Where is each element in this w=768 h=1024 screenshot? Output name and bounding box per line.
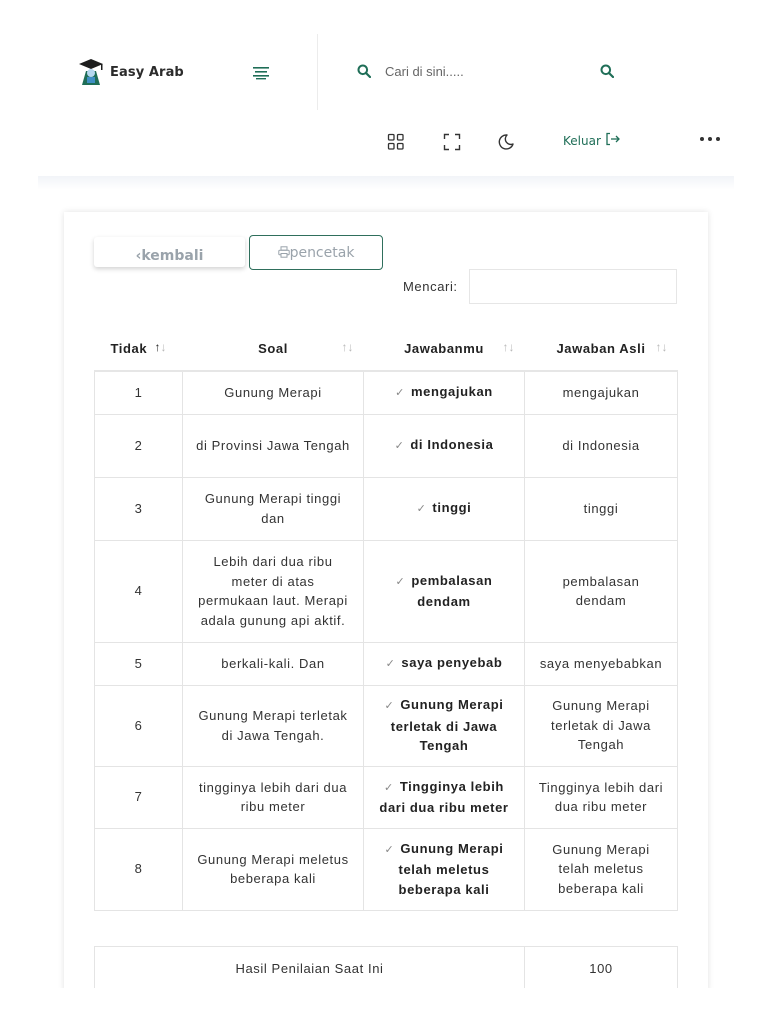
table-row bbox=[95, 414, 678, 477]
table-row bbox=[95, 477, 678, 540]
score-value: 100 bbox=[525, 947, 678, 990]
answer-cell bbox=[364, 828, 525, 910]
row-number: 8 bbox=[95, 828, 183, 910]
column-header-label: Jawaban Asli bbox=[556, 341, 646, 356]
table-row bbox=[95, 540, 678, 642]
correct-answer-cell: Tingginya lebih dari dua ribu meter bbox=[525, 766, 678, 828]
menu-toggle-icon[interactable] bbox=[253, 66, 269, 80]
check-icon: ✓ bbox=[385, 657, 396, 670]
answer-cell bbox=[364, 642, 525, 685]
answer-cell bbox=[364, 766, 525, 828]
sort-icon[interactable]: ↑↓ bbox=[655, 340, 668, 354]
correct-answer-cell: mengajukan bbox=[525, 371, 678, 414]
question-cell: Gunung Merapi bbox=[183, 371, 364, 414]
search-input[interactable] bbox=[385, 58, 585, 84]
answer-cell bbox=[364, 685, 525, 766]
print-label: pencetak bbox=[289, 245, 355, 261]
row-number: 2 bbox=[95, 414, 183, 477]
answer-cell bbox=[364, 540, 525, 642]
table-row bbox=[95, 828, 678, 910]
sort-icon[interactable]: ↑↓ bbox=[154, 340, 167, 354]
correct-answer-cell: Gunung Merapi terletak di Jawa Tengah bbox=[525, 685, 678, 766]
top-header bbox=[0, 0, 768, 178]
header-shadow bbox=[38, 176, 734, 190]
answer-text: mengajukan bbox=[410, 384, 493, 399]
brand-logo[interactable] bbox=[78, 58, 184, 86]
results-table bbox=[94, 327, 678, 911]
question-cell: Gunung Merapi terletak di Jawa Tengah. bbox=[183, 685, 364, 766]
table-row bbox=[95, 371, 678, 414]
question-cell: Gunung Merapi tinggi dan bbox=[183, 477, 364, 540]
answer-text: Tingginya lebih dari dua ribu meter bbox=[379, 778, 509, 815]
results-card bbox=[64, 212, 708, 992]
correct-answer-cell: di Indonesia bbox=[525, 414, 678, 477]
question-cell: berkali-kali. Dan bbox=[183, 642, 364, 685]
page-bottom bbox=[38, 988, 734, 1024]
column-header-label: Soal bbox=[258, 341, 288, 356]
column-header-no[interactable] bbox=[95, 327, 183, 371]
column-header-label: Tidak bbox=[110, 341, 148, 356]
row-number: 1 bbox=[95, 371, 183, 414]
printer-icon bbox=[278, 237, 290, 271]
row-number: 5 bbox=[95, 642, 183, 685]
row-number: 7 bbox=[95, 766, 183, 828]
fullscreen-icon[interactable] bbox=[443, 133, 461, 151]
search-icon bbox=[357, 64, 371, 78]
graduate-icon bbox=[78, 58, 104, 86]
answer-cell bbox=[364, 371, 525, 414]
check-icon: ✓ bbox=[395, 387, 405, 399]
correct-answer-cell: Gunung Merapi telah meletus beberapa kali bbox=[525, 828, 678, 910]
moon-icon[interactable] bbox=[497, 133, 515, 151]
row-number: 6 bbox=[95, 685, 183, 766]
answer-cell bbox=[364, 414, 525, 477]
logout-icon bbox=[605, 132, 621, 149]
answer-text: di Indonesia bbox=[410, 436, 494, 452]
filter-label: Mencari: bbox=[403, 279, 458, 294]
search-submit-icon[interactable] bbox=[600, 64, 614, 78]
answer-text: pembalasan dendam bbox=[411, 572, 493, 609]
answer-text: Gunung Merapi terletak di Jawa Tengah bbox=[390, 697, 504, 754]
correct-answer-cell: saya menyebabkan bbox=[525, 642, 678, 685]
score-label: Hasil Penilaian Saat Ini bbox=[95, 947, 525, 990]
column-header-jawaban-asli[interactable] bbox=[525, 327, 678, 371]
answer-text: Gunung Merapi telah meletus beberapa kali bbox=[398, 840, 504, 897]
table-row bbox=[95, 642, 678, 685]
sort-icon[interactable]: ↑↓ bbox=[502, 340, 515, 354]
back-button[interactable] bbox=[94, 237, 245, 267]
filter-input[interactable] bbox=[469, 269, 677, 304]
row-number: 4 bbox=[95, 540, 183, 642]
correct-answer-cell: tinggi bbox=[525, 477, 678, 540]
check-icon: ✓ bbox=[395, 575, 406, 588]
table-header-row bbox=[95, 327, 678, 371]
question-cell: Lebih dari dua ribu meter di atas permukaan laut. Merapi adala gunung api aktif. bbox=[183, 540, 364, 642]
answer-cell bbox=[364, 477, 525, 540]
question-cell: tingginya lebih dari dua ribu meter bbox=[183, 766, 364, 828]
table-row bbox=[95, 685, 678, 766]
check-icon: ✓ bbox=[416, 502, 427, 515]
answer-text: tinggi bbox=[432, 499, 472, 515]
logout-label: Keluar bbox=[563, 133, 601, 148]
question-cell: di Provinsi Jawa Tengah bbox=[183, 414, 364, 477]
grid-icon[interactable] bbox=[387, 133, 405, 151]
more-icon[interactable] bbox=[699, 132, 721, 146]
header-divider bbox=[317, 34, 318, 110]
row-number: 3 bbox=[95, 477, 183, 540]
answer-text: saya penyebab bbox=[401, 654, 503, 670]
print-button[interactable] bbox=[249, 235, 383, 270]
sort-icon[interactable]: ↑↓ bbox=[341, 340, 354, 354]
score-table bbox=[94, 946, 678, 990]
column-header-soal[interactable] bbox=[183, 327, 364, 371]
score-row bbox=[95, 947, 678, 990]
back-label: ‹kembali bbox=[135, 248, 204, 264]
logout-button[interactable] bbox=[563, 132, 621, 149]
check-icon: ✓ bbox=[384, 700, 395, 713]
column-header-jawabanmu[interactable] bbox=[364, 327, 525, 371]
check-icon: ✓ bbox=[384, 843, 395, 856]
correct-answer-cell: pembalasan dendam bbox=[525, 540, 678, 642]
table-row bbox=[95, 766, 678, 828]
check-icon: ✓ bbox=[384, 781, 394, 794]
check-icon: ✓ bbox=[394, 439, 405, 452]
question-cell: Gunung Merapi meletus beberapa kali bbox=[183, 828, 364, 910]
brand-name: Easy Arab bbox=[110, 64, 184, 80]
column-header-label: Jawabanmu bbox=[404, 341, 484, 356]
